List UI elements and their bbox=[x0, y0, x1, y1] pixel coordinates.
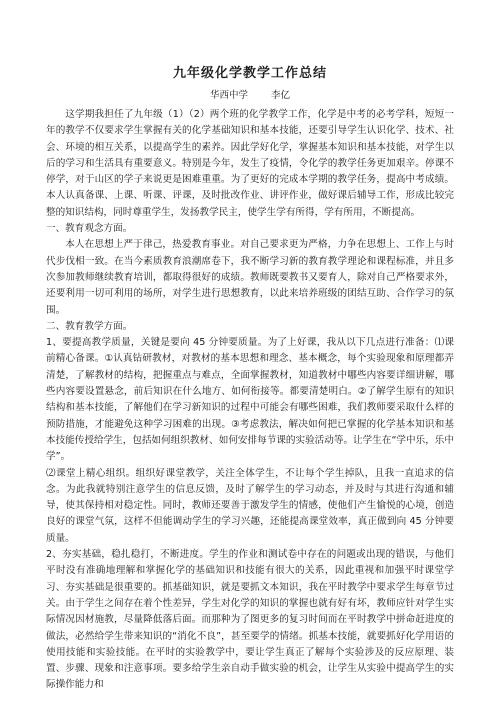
paragraph-intro: 这学期我担任了九年级（1）（2）两个班的化学教学工作，化学是中考的必考学科，短短一年的教学不仅要求学生掌握有关的化学基础知识和基本技能，还要引导学生认识化学、技术、社会、环境的相互关系，以提高学生的素养。因此学好化学，掌握基本知识和基本技能，对学生以后的学习和生活具有重要意义。特别是今年，发生了疫情，令化学的教学任务更加艰辛。停课不停学，对于山区的学子来说更是困难重重。为了更好的完成本学期的教学任务，提高中考成绩。本人认真备课、上课、听课、评课，及时批改作业、讲评作业，做好课后辅导工作，形成比较完整的知识结构，同时尊重学生，发扬教学民主，使学生学有所得，学有所用，不断提高。 bbox=[46, 109, 454, 218]
section-heading-2: 二、教育教学方面。 bbox=[46, 320, 133, 332]
paragraph-point-1: 1、要提高教学质量，关键是要向 45 分钟要质量。为了上好课，我从以下几点进行准备：⑴课前精心备课。①认真钻研教材，对教材的基本思想和理念、基本概念，每个实验现象和原理都弄清楚，了解教材的结构，把握重点与难点，全面掌握教材，知道教材中哪些内容要详细讲解，哪些内容要设置悬念，前后知识在什么地方、如何衔接等。都要清楚明白。②了解学生原有的知识结构和基本技能，了解他们在学习新知识的过程中可能会有哪些困难，我们教师要采取什么样的预防措施，才能避免这种学习困难的出现。③考虑教法，解决如何把已掌握的化学基本知识和基本技能传授给学生，包括如何组织教材、如何安排每节课的实验活动等。让学生在“学中乐，乐中学”。 bbox=[46, 337, 454, 463]
paragraph-point-1b: ⑵课堂上精心组织。组织好课堂教学，关注全体学生，不让每个学生掉队，且我一直追求的信念。为此我就特别注意学生的信息反馈，及时了解学生的学习动态，并及时与其进行沟通和辅导，使其保持相对稳定性。同时，教师还要善于激发学生的情感，使他们产生愉悦的心境，创造良好的课堂气氛，这样不但能调动学生的学习兴趣，还能提高课堂效率，真正做到向 45 分钟要质量。 bbox=[46, 467, 454, 544]
author-name: 李亿 bbox=[271, 90, 291, 101]
paragraph-point-2: 2、夯实基础，稳扎稳打，不断进度。学生的作业和测试卷中存在的问题或出现的错误，与他们平时没有准确地理解和掌握化学的基础知识和技能有很大的关系，因此重视和加强平时课堂学习、夯实基础是很重要的。抓基础知识，就是要抓文本知识，我在平时教学中要求学生每章节过关。由于学生之间存在着个性差异，学生对化学的知识的掌握也就有好有坏，教师应针对学生实际情况因材施教，尽量降低落后面。而那种为了图更多的复习时间而在平时教学中拼命赶进度的做法，必然给学生带来知识的“消化不良”，甚至要学的情绪。抓基本技能，就要抓好化学用语的使用技能和实验技能。在平时的实验教学中，要让学生真正了解每个实验涉及的反应原理、装置、步骤、现象和注意事项。要多给学生亲自动手做实验的机会，让学生从实验中提高学生的实际操作能力和 bbox=[46, 549, 454, 691]
byline bbox=[46, 87, 454, 101]
paragraph-education-concept: 本人在思想上严于律己，热爱教育事业。对自己要求更为严格，力争在思想上、工作上与时代步伐相一致。在当今素质教育浪潮席卷下，我不断学习新的教育教学理论和课程标准，并且多次参加教师继续教育培训，都取得很好的成绩。教师既要教书又要育人，除对自己严格要求外，还要利用一切可利用的场所，对学生进行思想教育，以此来培养班级的团结互助、合作学习的氛围。 bbox=[46, 239, 454, 316]
document-body bbox=[46, 107, 454, 694]
document-title: 九年级化学教学工作总结 bbox=[172, 66, 327, 81]
school-name: 华西中学 bbox=[209, 90, 248, 101]
section-heading-1: 一、教育观念方面。 bbox=[46, 223, 133, 235]
